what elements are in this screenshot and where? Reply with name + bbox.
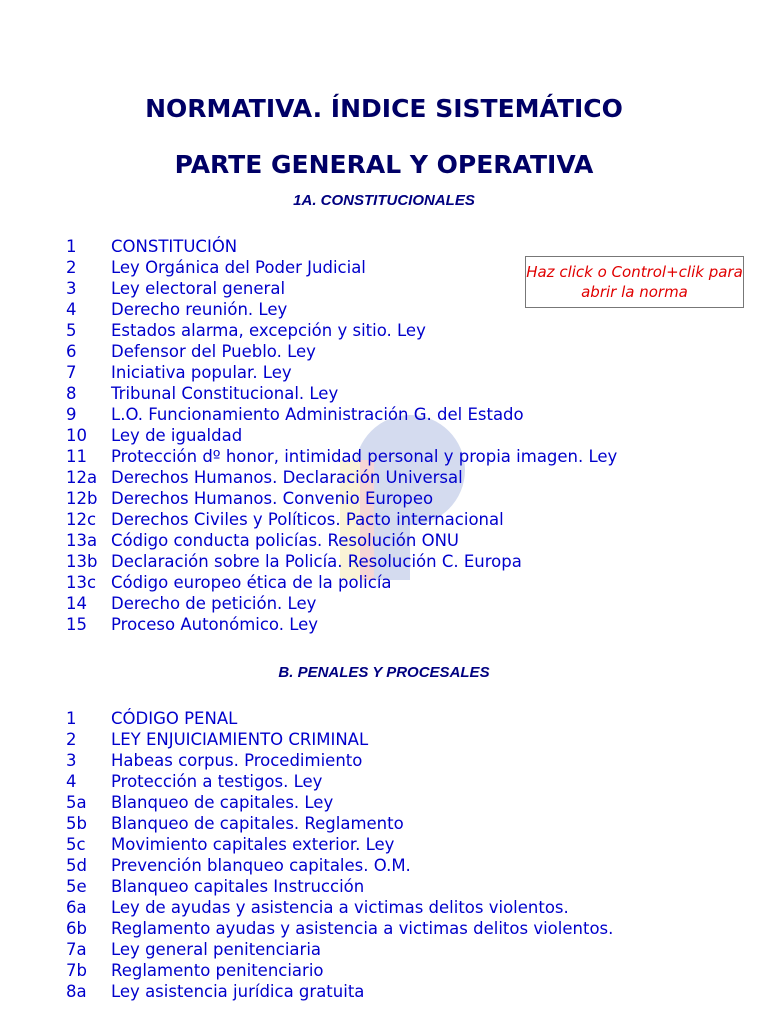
norm-number: 3 [66,751,77,770]
norm-link[interactable] [66,362,617,383]
section-heading-constitucionales: 1A. CONSTITUCIONALES [293,192,475,209]
norm-link[interactable] [66,320,617,341]
norm-title: Reglamento penitenciario [111,961,324,980]
page-title: NORMATIVA. ÍNDICE SISTEMÁTICO [145,94,623,123]
norm-title: Declaración sobre la Policía. Resolución C. Europa [111,552,522,571]
norm-title: Movimiento capitales exterior. Ley [111,835,395,854]
norm-title: Tribunal Constitucional. Ley [111,384,339,403]
norm-title: Blanqueo de capitales. Ley [111,793,334,812]
section-heading-penales: B. PENALES Y PROCESALES [278,664,490,681]
norm-link[interactable] [66,614,617,635]
norm-link[interactable] [66,792,613,813]
norm-link[interactable] [66,467,617,488]
norm-title: Ley Orgánica del Poder Judicial [111,258,366,277]
norm-link[interactable] [66,960,613,981]
norm-title: Protección a testigos. Ley [111,772,323,791]
penales-list [66,708,613,1002]
norm-link[interactable] [66,729,613,750]
norm-title: Derecho de petición. Ley [111,594,317,613]
norm-number: 5 [66,321,77,340]
norm-link[interactable] [66,551,617,572]
norm-number: 12b [66,489,98,508]
norm-link[interactable] [66,750,613,771]
norm-number: 1 [66,237,77,256]
norm-link[interactable] [66,404,617,425]
norm-title: Código conducta policías. Resolución ONU [111,531,459,550]
norm-link[interactable] [66,708,613,729]
norm-number: 2 [66,258,77,277]
norm-number: 8 [66,384,77,403]
norm-title: Iniciativa popular. Ley [111,363,292,382]
norm-number: 7b [66,961,87,980]
norm-title: CONSTITUCIÓN [111,237,238,256]
norm-number: 13a [66,531,98,550]
norm-title: Ley asistencia jurídica gratuita [111,982,365,1001]
norm-title: Prevención blanqueo capitales. O.M. [111,856,411,875]
norm-link[interactable] [66,981,613,1002]
norm-link[interactable] [66,446,617,467]
norm-title: Habeas corpus. Procedimiento [111,751,363,770]
norm-number: 6a [66,898,87,917]
norm-link[interactable] [66,236,617,257]
norm-number: 6b [66,919,87,938]
norm-link[interactable] [66,593,617,614]
norm-title: Derechos Civiles y Políticos. Pacto internacional [111,510,504,529]
norm-number: 4 [66,300,77,319]
norm-number: 11 [66,447,87,466]
norm-number: 3 [66,279,77,298]
norm-link[interactable] [66,897,613,918]
norm-link[interactable] [66,509,617,530]
norm-number: 6 [66,342,77,361]
norm-title: CÓDIGO PENAL [111,709,238,728]
norm-link[interactable] [66,855,613,876]
norm-title: Derechos Humanos. Convenio Europeo [111,489,434,508]
norm-link[interactable] [66,425,617,446]
norm-number: 1 [66,709,77,728]
norm-link[interactable] [66,771,613,792]
norm-link[interactable] [66,813,613,834]
norm-number: 5a [66,793,87,812]
norm-number: 13c [66,573,97,592]
norm-title: Proceso Autonómico. Ley [111,615,319,634]
norm-number: 7a [66,940,87,959]
page-subtitle: PARTE GENERAL Y OPERATIVA [174,150,594,179]
norm-title: Ley general penitenciaria [111,940,322,959]
norm-number: 7 [66,363,77,382]
norm-number: 12c [66,510,97,529]
norm-title: Derechos Humanos. Declaración Universal [111,468,463,487]
norm-number: 5d [66,856,87,875]
norm-link[interactable] [66,834,613,855]
open-norm-note: Haz click o Control+clik para abrir la norma [525,256,744,308]
norm-title: LEY ENJUICIAMIENTO CRIMINAL [111,730,369,749]
norm-link[interactable] [66,530,617,551]
norm-number: 4 [66,772,77,791]
norm-title: L.O. Funcionamiento Administración G. del Estado [111,405,524,424]
norm-link[interactable] [66,918,613,939]
norm-number: 12a [66,468,98,487]
norm-number: 9 [66,405,77,424]
norm-number: 15 [66,615,87,634]
norm-link[interactable] [66,572,617,593]
norm-title: Ley electoral general [111,279,286,298]
norm-title: Derecho reunión. Ley [111,300,288,319]
norm-link[interactable] [66,939,613,960]
norm-title: Blanqueo de capitales. Reglamento [111,814,404,833]
norm-number: 14 [66,594,87,613]
norm-title: Reglamento ayudas y asistencia a victimas delitos violentos. [111,919,614,938]
norm-link[interactable] [66,488,617,509]
norm-number: 8a [66,982,87,1001]
norm-title: Ley de ayudas y asistencia a victimas delitos violentos. [111,898,569,917]
norm-number: 5c [66,835,86,854]
norm-title: Defensor del Pueblo. Ley [111,342,316,361]
norm-title: Estados alarma, excepción y sitio. Ley [111,321,426,340]
norm-number: 5e [66,877,87,896]
norm-link[interactable] [66,341,617,362]
norm-link[interactable] [66,876,613,897]
norm-number: 5b [66,814,87,833]
norm-title: Código europeo ética de la policía [111,573,392,592]
norm-link[interactable] [66,383,617,404]
norm-number: 10 [66,426,87,445]
norm-title: Ley de igualdad [111,426,243,445]
norm-title: Protección dº honor, intimidad personal y propia imagen. Ley [111,447,618,466]
norm-title: Blanqueo capitales Instrucción [111,877,365,896]
norm-number: 2 [66,730,77,749]
norm-number: 13b [66,552,98,571]
